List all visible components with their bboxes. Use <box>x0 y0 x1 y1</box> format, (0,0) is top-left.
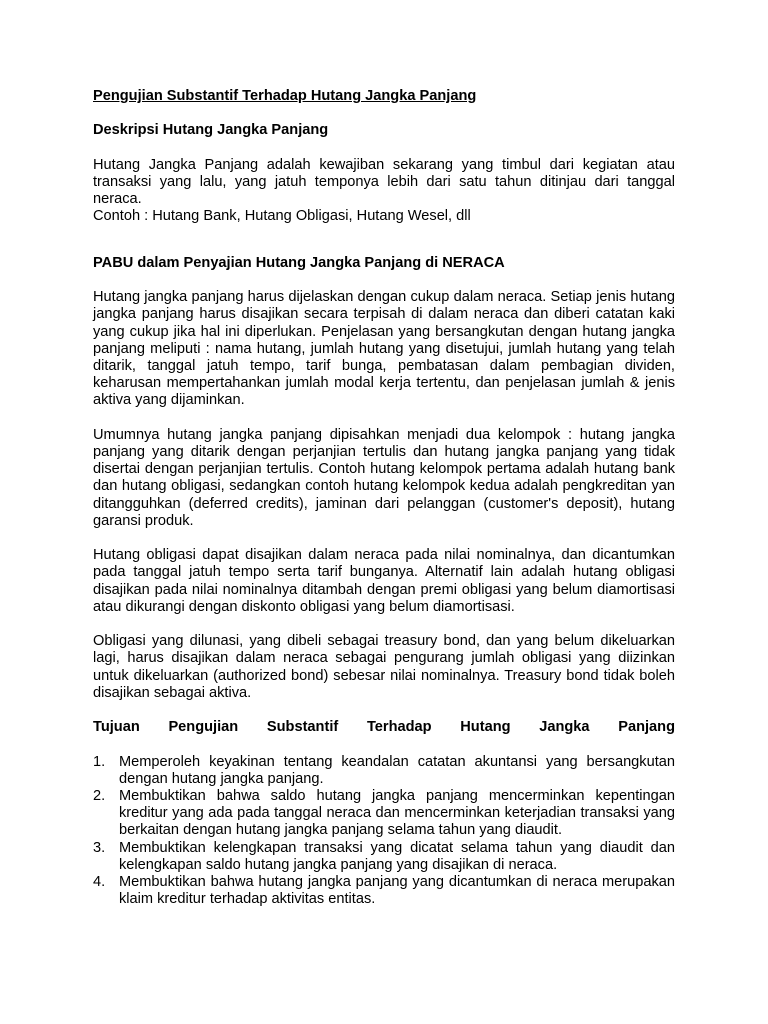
spacer <box>93 702 675 719</box>
list-item-text: Membuktikan kelengkapan transaksi yang dicatat selama tahun yang diaudit dan kelengkapan saldo hutang jangka panjang yang disajikan di neraca. <box>119 839 675 873</box>
section-heading-tujuan <box>93 719 675 736</box>
spacer <box>93 226 675 243</box>
heading-word: Terhadap <box>366 719 432 736</box>
document-title: Pengujian Substantif Terhadap Hutang Jangka Panjang <box>93 88 477 104</box>
document-content <box>93 88 675 908</box>
heading-word: Hutang <box>460 719 511 736</box>
spacer <box>93 530 675 547</box>
section-heading-pabu: PABU dalam Penyajian Hutang Jangka Panjang di NERACA <box>93 254 505 271</box>
list-item-number: 3. <box>93 839 106 856</box>
spacer <box>93 105 675 122</box>
heading-word: Panjang <box>618 719 675 736</box>
list-item-text: Membuktikan bahwa saldo hutang jangka panjang mencerminkan kepentingan kreditur yang ada pada tanggal neraca dan mencerminkan keterjadian transaksi yang berkaitan dengan hutang jangka panjang selama tahun yang diaudit. <box>119 787 675 839</box>
spacer <box>93 140 675 157</box>
paragraph-pabu-1: Hutang jangka panjang harus dijelaskan dengan cukup dalam neraca. Setiap jenis hutang jangka panjang harus disajikan secara terpisah di dalam neraca dan diberi catatan kaki yang cukup jika hal ini diperlukan. Penjelasan yang bersangkutan dengan hutang jangka panjang meliputi : nama hutang, jumlah hutang yang disetujui, jumlah hutang yang telah ditarik, tanggal jatuh tempo, tarif bunga, pembatasan dalam pembagian dividen, keharusan mempertahankan jumlah modal kerja tertentu, dan penjelasan jumlah & jenis aktiva yang dijaminkan. <box>93 289 675 409</box>
heading-word: Pengujian <box>168 719 239 736</box>
heading-word: Substantif <box>266 719 339 736</box>
list-item <box>93 840 675 874</box>
paragraph-pabu-2: Umumnya hutang jangka panjang dipisahkan menjadi dua kelompok : hutang jangka panjang yang ditarik dengan perjanjian tertulis dan hutang jangka panjang yang tidak disertai dengan perjanjian tertulis. Contoh hutang kelompok pertama adalah hutang bank dan hutang obligasi, sedangkan contoh hutang kelompok kedua adalah pengkreditan yan ditangguhkan (deferred credits), jaminan dari pelanggan (customer's deposit), hutang garansi produk. <box>93 426 675 529</box>
spacer <box>93 272 675 289</box>
objectives-list <box>93 754 675 909</box>
heading-word: Tujuan <box>93 719 140 736</box>
paragraph-example: Contoh : Hutang Bank, Hutang Obligasi, Hutang Wesel, dll <box>93 208 471 225</box>
spacer <box>93 616 675 633</box>
list-item-number: 4. <box>93 874 106 890</box>
spacer <box>93 736 675 753</box>
paragraph-definition: Hutang Jangka Panjang adalah kewajiban sekarang yang timbul dari kegiatan atau transaksi yang lalu, yang jatuh temponya lebih dari satu tahun ditinjau dari tanggal neraca. <box>93 156 675 208</box>
list-item <box>93 754 675 788</box>
paragraph-pabu-4: Obligasi yang dilunasi, yang dibeli sebagai treasury bond, dan yang belum dikeluarkan lagi, harus disajikan dalam neraca sebagai pengurang jumlah obligasi yang diizinkan untuk dikeluarkan (authorized bond) sebesar nilai nominalnya. Treasury bond tidak boleh disajikan sebagai aktiva. <box>93 633 675 701</box>
section-heading-deskripsi: Deskripsi Hutang Jangka Panjang <box>93 122 329 139</box>
list-item-text: Membuktikan bahwa hutang jangka panjang yang dicantumkan di neraca merupakan klaim kreditur terhadap aktivitas entitas. <box>119 874 675 908</box>
spacer <box>93 410 675 427</box>
list-item-number: 1. <box>93 753 106 770</box>
paragraph-pabu-3: Hutang obligasi dapat disajikan dalam neraca pada nilai nominalnya, dan dicantumkan pada tanggal jatuh tempo serta tarif bunganya. Alternatif lain adalah hutang obligasi disajikan pada nilai nominalnya ditambah dengan premi obligasi yang belum diamortisasi atau dikurangi dengan diskonto obligasi yang belum diamortisasi. <box>93 547 675 615</box>
spacer <box>93 243 675 255</box>
list-item <box>93 874 675 908</box>
list-item-text: Memperoleh keyakinan tentang keandalan catatan akuntansi yang bersangkutan dengan hutang jangka panjang. <box>119 753 675 787</box>
heading-word: Jangka <box>539 719 590 736</box>
list-item <box>93 788 675 840</box>
list-item-number: 2. <box>93 787 106 804</box>
